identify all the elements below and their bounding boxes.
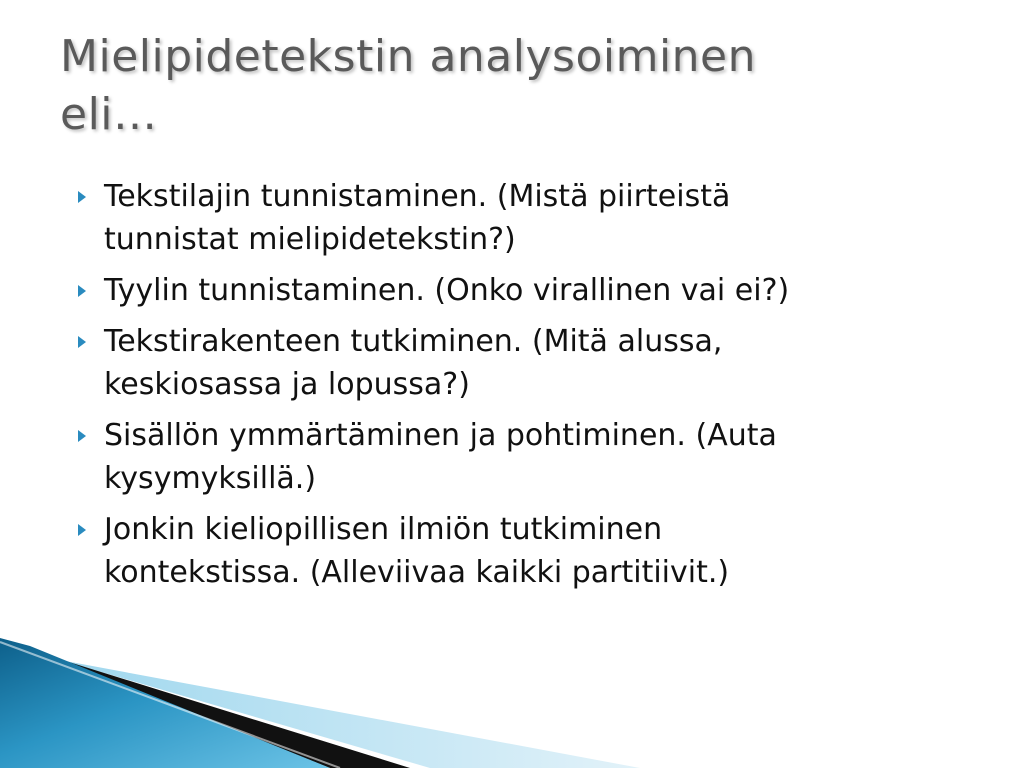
bullet-text-line-2: keskiosassa ja lopussa?) bbox=[104, 367, 470, 402]
bullet-text-line-1: Tekstilajin tunnistaminen. (Mistä piirteistä bbox=[104, 179, 731, 214]
bullet-text-line-2: tunnistat mielipidetekstin?) bbox=[104, 222, 516, 257]
bullet-item bbox=[74, 508, 974, 594]
triangle-right-icon bbox=[78, 285, 86, 297]
bullet-item bbox=[74, 414, 974, 500]
bullet-text-line-1: Jonkin kieliopillisen ilmiön tutkiminen bbox=[104, 512, 663, 547]
bullet-item bbox=[74, 320, 974, 406]
triangle-right-icon bbox=[78, 336, 86, 348]
bullet-text-line-1: Sisällön ymmärtäminen ja pohtiminen. (Auta bbox=[104, 418, 777, 453]
bullet-text-line-1: Tekstirakenteen tutkiminen. (Mitä alussa, bbox=[104, 324, 723, 359]
bullet-item bbox=[74, 269, 974, 312]
title-line-1: Mielipidetekstin analysoiminen bbox=[60, 31, 757, 82]
corner-decoration bbox=[0, 638, 1024, 768]
slide-title bbox=[60, 28, 960, 144]
triangle-right-icon bbox=[78, 430, 86, 442]
bullet-list bbox=[74, 175, 974, 602]
bullet-text-line-2: kysymyksillä.) bbox=[104, 461, 317, 496]
title-line-2: eli… bbox=[60, 89, 158, 140]
triangle-right-icon bbox=[78, 524, 86, 536]
triangle-right-icon bbox=[78, 191, 86, 203]
bullet-item bbox=[74, 175, 974, 261]
bullet-text-line-1: Tyylin tunnistaminen. (Onko virallinen vai ei?) bbox=[104, 273, 790, 308]
bullet-text-line-2: kontekstissa. (Alleviivaa kaikki partitiivit.) bbox=[104, 555, 730, 590]
